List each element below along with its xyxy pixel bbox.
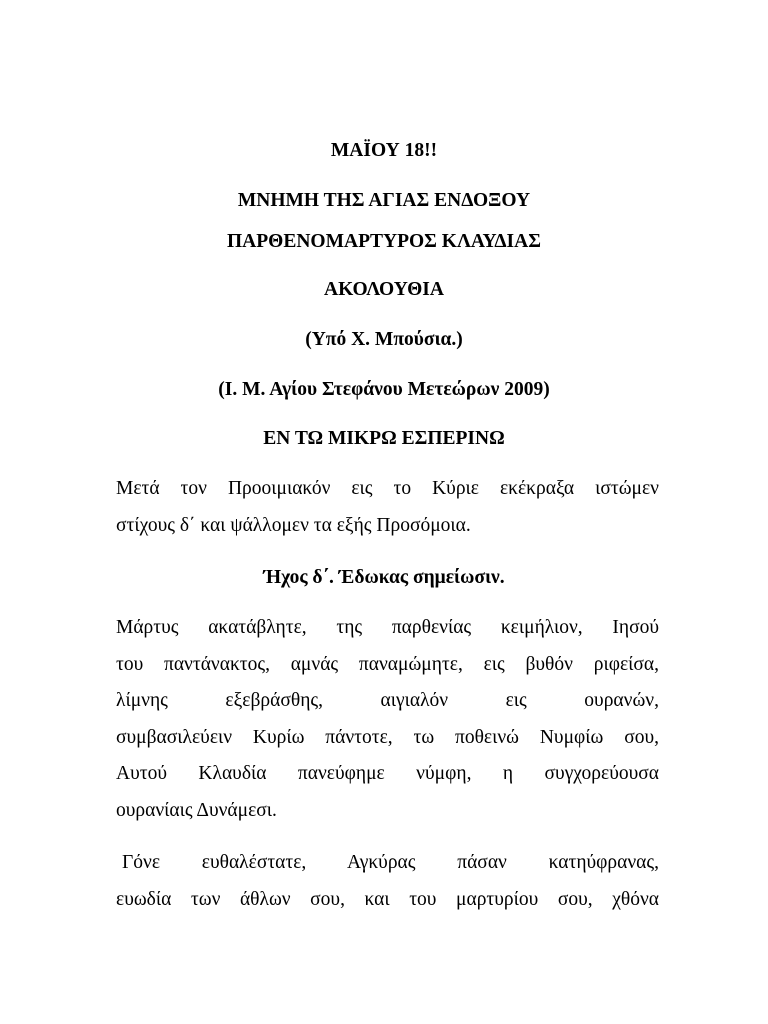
section-heading: ΕΝ ΤΩ ΜΙΚΡΩ ΕΣΠΕΡΙΝΩ bbox=[263, 428, 505, 449]
hymn-1-line: συμβασιλεύειν Κυρίω πάντοτε, τω ποθεινώ Νυμφίω σου, bbox=[116, 726, 659, 748]
hymn-2-paragraph bbox=[116, 845, 659, 918]
author-line: (Υπό Χ. Μπούσια.) bbox=[305, 329, 463, 350]
intro-paragraph bbox=[116, 471, 659, 544]
hymn-1-line: ουρανίαις Δυνάμεσι. bbox=[116, 799, 277, 821]
feast-title-line-1: ΜΝΗΜΗ ΤΗΣ ΑΓΙΑΣ ΕΝΔΟΞΟΥ bbox=[237, 190, 531, 211]
hymn-1-line: Μάρτυς ακατάβλητε, της παρθενίας κειμήλιον, Ιησού bbox=[116, 617, 659, 638]
date-title: ΜΑΪΟΥ 18!! bbox=[330, 140, 438, 161]
hymn-1-line: λίμνης εξεβράσθης, αιγιαλόν εις ουρανών, bbox=[116, 690, 659, 711]
hymn-1-line: Αυτού Κλαυδία πανεύφημε νύμφη, η συγχορεύουσα bbox=[116, 763, 659, 784]
hymn-1-line: του παντάνακτος, αμνάς παναμώμητε, εις βυθόν ριφείσα, bbox=[116, 653, 659, 675]
hymn-1-paragraph bbox=[116, 610, 659, 829]
intro-line: στίχους δ΄ και ψάλλομεν τα εξής Προσόμοια. bbox=[116, 514, 471, 536]
hymn-2-line: ευωδία των άθλων σου, και του μαρτυρίου σου, χθόνα bbox=[116, 888, 659, 910]
feast-title-line-2: ΠΑΡΘΕΝΟΜΑΡΤΥΡΟΣ ΚΛΑΥΔΙΑΣ bbox=[227, 231, 541, 252]
intro-line: Μετά τον Προοιμιακόν εις το Κύριε εκέκραξα ιστώμεν bbox=[116, 478, 659, 499]
hymn-2-line: Γόνε ευθαλέστατε, Αγκύρας πάσαν κατηύφρανας, bbox=[122, 852, 659, 873]
publisher-line: (Ι. Μ. Αγίου Στεφάνου Μετεώρων 2009) bbox=[218, 379, 550, 400]
service-title: ΑΚΟΛΟΥΘΙΑ bbox=[324, 279, 444, 300]
tone-heading: Ήχος δ΄. Έδωκας σημείωσιν. bbox=[263, 567, 505, 588]
